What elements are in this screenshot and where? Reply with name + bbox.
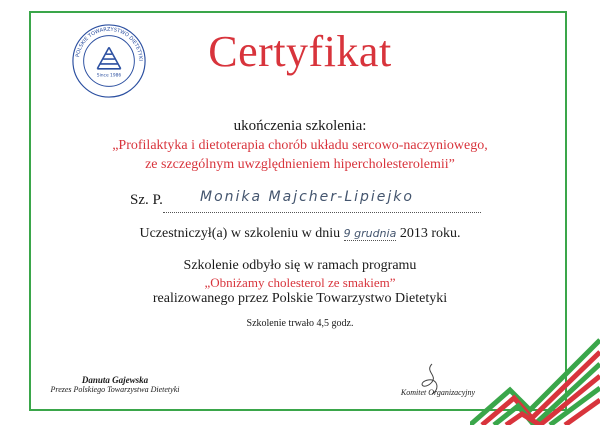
certificate-subtitle: ukończenia szkolenia: xyxy=(233,118,367,134)
logo-ring-text: POLSKIE TOWARZYSTWO DIETETYKI xyxy=(75,26,144,62)
committee-role: Komitet Organizacyjny xyxy=(400,388,476,397)
duration-text: Szkolenie trwało 4,5 godz. xyxy=(246,318,354,329)
course-title-line-2: ze szczególnym uwzględnieniem hipercholesterolemii” xyxy=(145,157,455,172)
course-title-line-1: „Profilaktyka i dietoterapia chorób układu sercowo-naczyniowego, xyxy=(112,138,488,153)
corner-stripes-decoration xyxy=(470,300,600,425)
president-name: Danuta Gajewska xyxy=(81,375,149,385)
recipient-name-handwritten: Monika Majcher-Lipiejko xyxy=(200,189,414,205)
attendance-line xyxy=(0,226,600,242)
president-signature-block xyxy=(50,375,180,394)
attendance-prefix: Uczestniczył(a) w szkoleniu w dniu xyxy=(139,226,341,241)
attendance-date-handwritten: 9 grudnia xyxy=(343,227,397,240)
program-line-3: realizowanego przez Polskie Towarzystwo Dietetyki xyxy=(152,291,448,306)
name-prefix: Sz. P. xyxy=(130,192,163,208)
logo-since: Since 1986 xyxy=(96,73,122,79)
attendance-suffix: 2013 roku. xyxy=(399,226,461,241)
program-name: „Obniżamy cholesterol ze smakiem” xyxy=(204,275,396,290)
president-role: Prezes Polskiego Towarzystwa Dietetyki xyxy=(50,385,180,394)
certificate-title: Certyfikat xyxy=(208,27,392,76)
program-line-1: Szkolenie odbyło się w ramach programu xyxy=(183,258,417,273)
recipient-row xyxy=(130,192,173,209)
name-dotted-line xyxy=(163,212,481,213)
